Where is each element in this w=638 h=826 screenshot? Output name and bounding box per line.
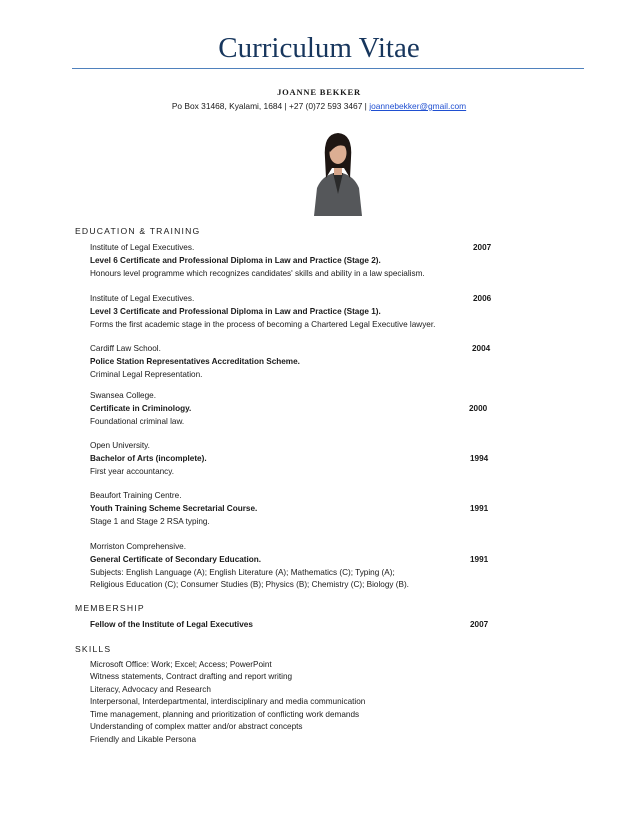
profile-photo: [308, 128, 368, 216]
contact-details: Po Box 31468, Kyalami, 1684 | +27 (0)72 593 3467 |: [171, 101, 370, 111]
edu-year: 1991: [470, 504, 489, 513]
candidate-name: JOANNE BEKKER: [277, 87, 361, 97]
email-link[interactable]: joannebekker@gmail.com: [369, 101, 467, 111]
skill-item: Interpersonal, Interdepartmental, interdisciplinary and media communication: [90, 697, 366, 706]
edu-institution: Morriston Comprehensive.: [90, 542, 187, 551]
edu-qualification: Police Station Representatives Accreditation Scheme.: [90, 357, 300, 366]
edu-year: 1994: [470, 454, 489, 463]
edu-qualification: Bachelor of Arts (incomplete).: [90, 454, 207, 463]
skill-item: Witness statements, Contract drafting and report writing: [90, 672, 293, 681]
membership-year: 2007: [470, 620, 489, 629]
edu-institution: Swansea College.: [90, 391, 156, 400]
edu-detail: Honours level programme which recognizes candidates' skills and ability in a law specialism.: [90, 269, 425, 278]
skill-item: Time management, planning and prioritization of conflicting work demands: [90, 710, 360, 719]
edu-detail: First year accountancy.: [90, 467, 175, 476]
edu-qualification: Youth Training Scheme Secretarial Course.: [90, 504, 258, 513]
contact-line: [0, 101, 638, 111]
edu-detail: Stage 1 and Stage 2 RSA typing.: [90, 517, 210, 526]
skill-item: Friendly and Likable Persona: [90, 735, 197, 744]
edu-year: 2006: [473, 294, 492, 303]
section-title-skills: SKILLS: [75, 644, 112, 654]
edu-institution: Institute of Legal Executives.: [90, 243, 195, 252]
edu-institution: Institute of Legal Executives.: [90, 294, 195, 303]
edu-institution: Beaufort Training Centre.: [90, 491, 182, 500]
edu-year: 2007: [473, 243, 492, 252]
edu-detail: Forms the first academic stage in the process of becoming a Chartered Legal Executive lawyer.: [90, 320, 436, 329]
edu-detail: Criminal Legal Representation.: [90, 370, 203, 379]
skill-item: Microsoft Office: Work; Excel; Access; PowerPoint: [90, 660, 272, 669]
edu-detail: Religious Education (C); Consumer Studies (B); Physics (B); Chemistry (C); Biology (B).: [90, 580, 409, 589]
edu-detail: Foundational criminal law.: [90, 417, 185, 426]
title-divider: [72, 68, 584, 69]
edu-year: 2004: [472, 344, 491, 353]
edu-qualification: Level 3 Certificate and Professional Diploma in Law and Practice (Stage 1).: [90, 307, 381, 316]
edu-qualification: General Certificate of Secondary Education.: [90, 555, 262, 564]
edu-year: 1991: [470, 555, 489, 564]
edu-qualification: Level 6 Certificate and Professional Diploma in Law and Practice (Stage 2).: [90, 256, 381, 265]
skill-item: Literacy, Advocacy and Research: [90, 685, 211, 694]
edu-institution: Cardiff Law School.: [90, 344, 161, 353]
edu-institution: Open University.: [90, 441, 150, 450]
page-title: Curriculum Vitae: [218, 32, 420, 64]
edu-detail: Subjects: English Language (A); English Literature (A); Mathematics (C); Typing (A);: [90, 568, 395, 577]
section-title-membership: MEMBERSHIP: [75, 603, 145, 613]
membership-item: Fellow of the Institute of Legal Executives: [90, 620, 253, 629]
edu-qualification: Certificate in Criminology.: [90, 404, 192, 413]
edu-year: 2000: [469, 404, 488, 413]
skill-item: Understanding of complex matter and/or abstract concepts: [90, 722, 303, 731]
section-title-education: EDUCATION & TRAINING: [75, 226, 201, 236]
